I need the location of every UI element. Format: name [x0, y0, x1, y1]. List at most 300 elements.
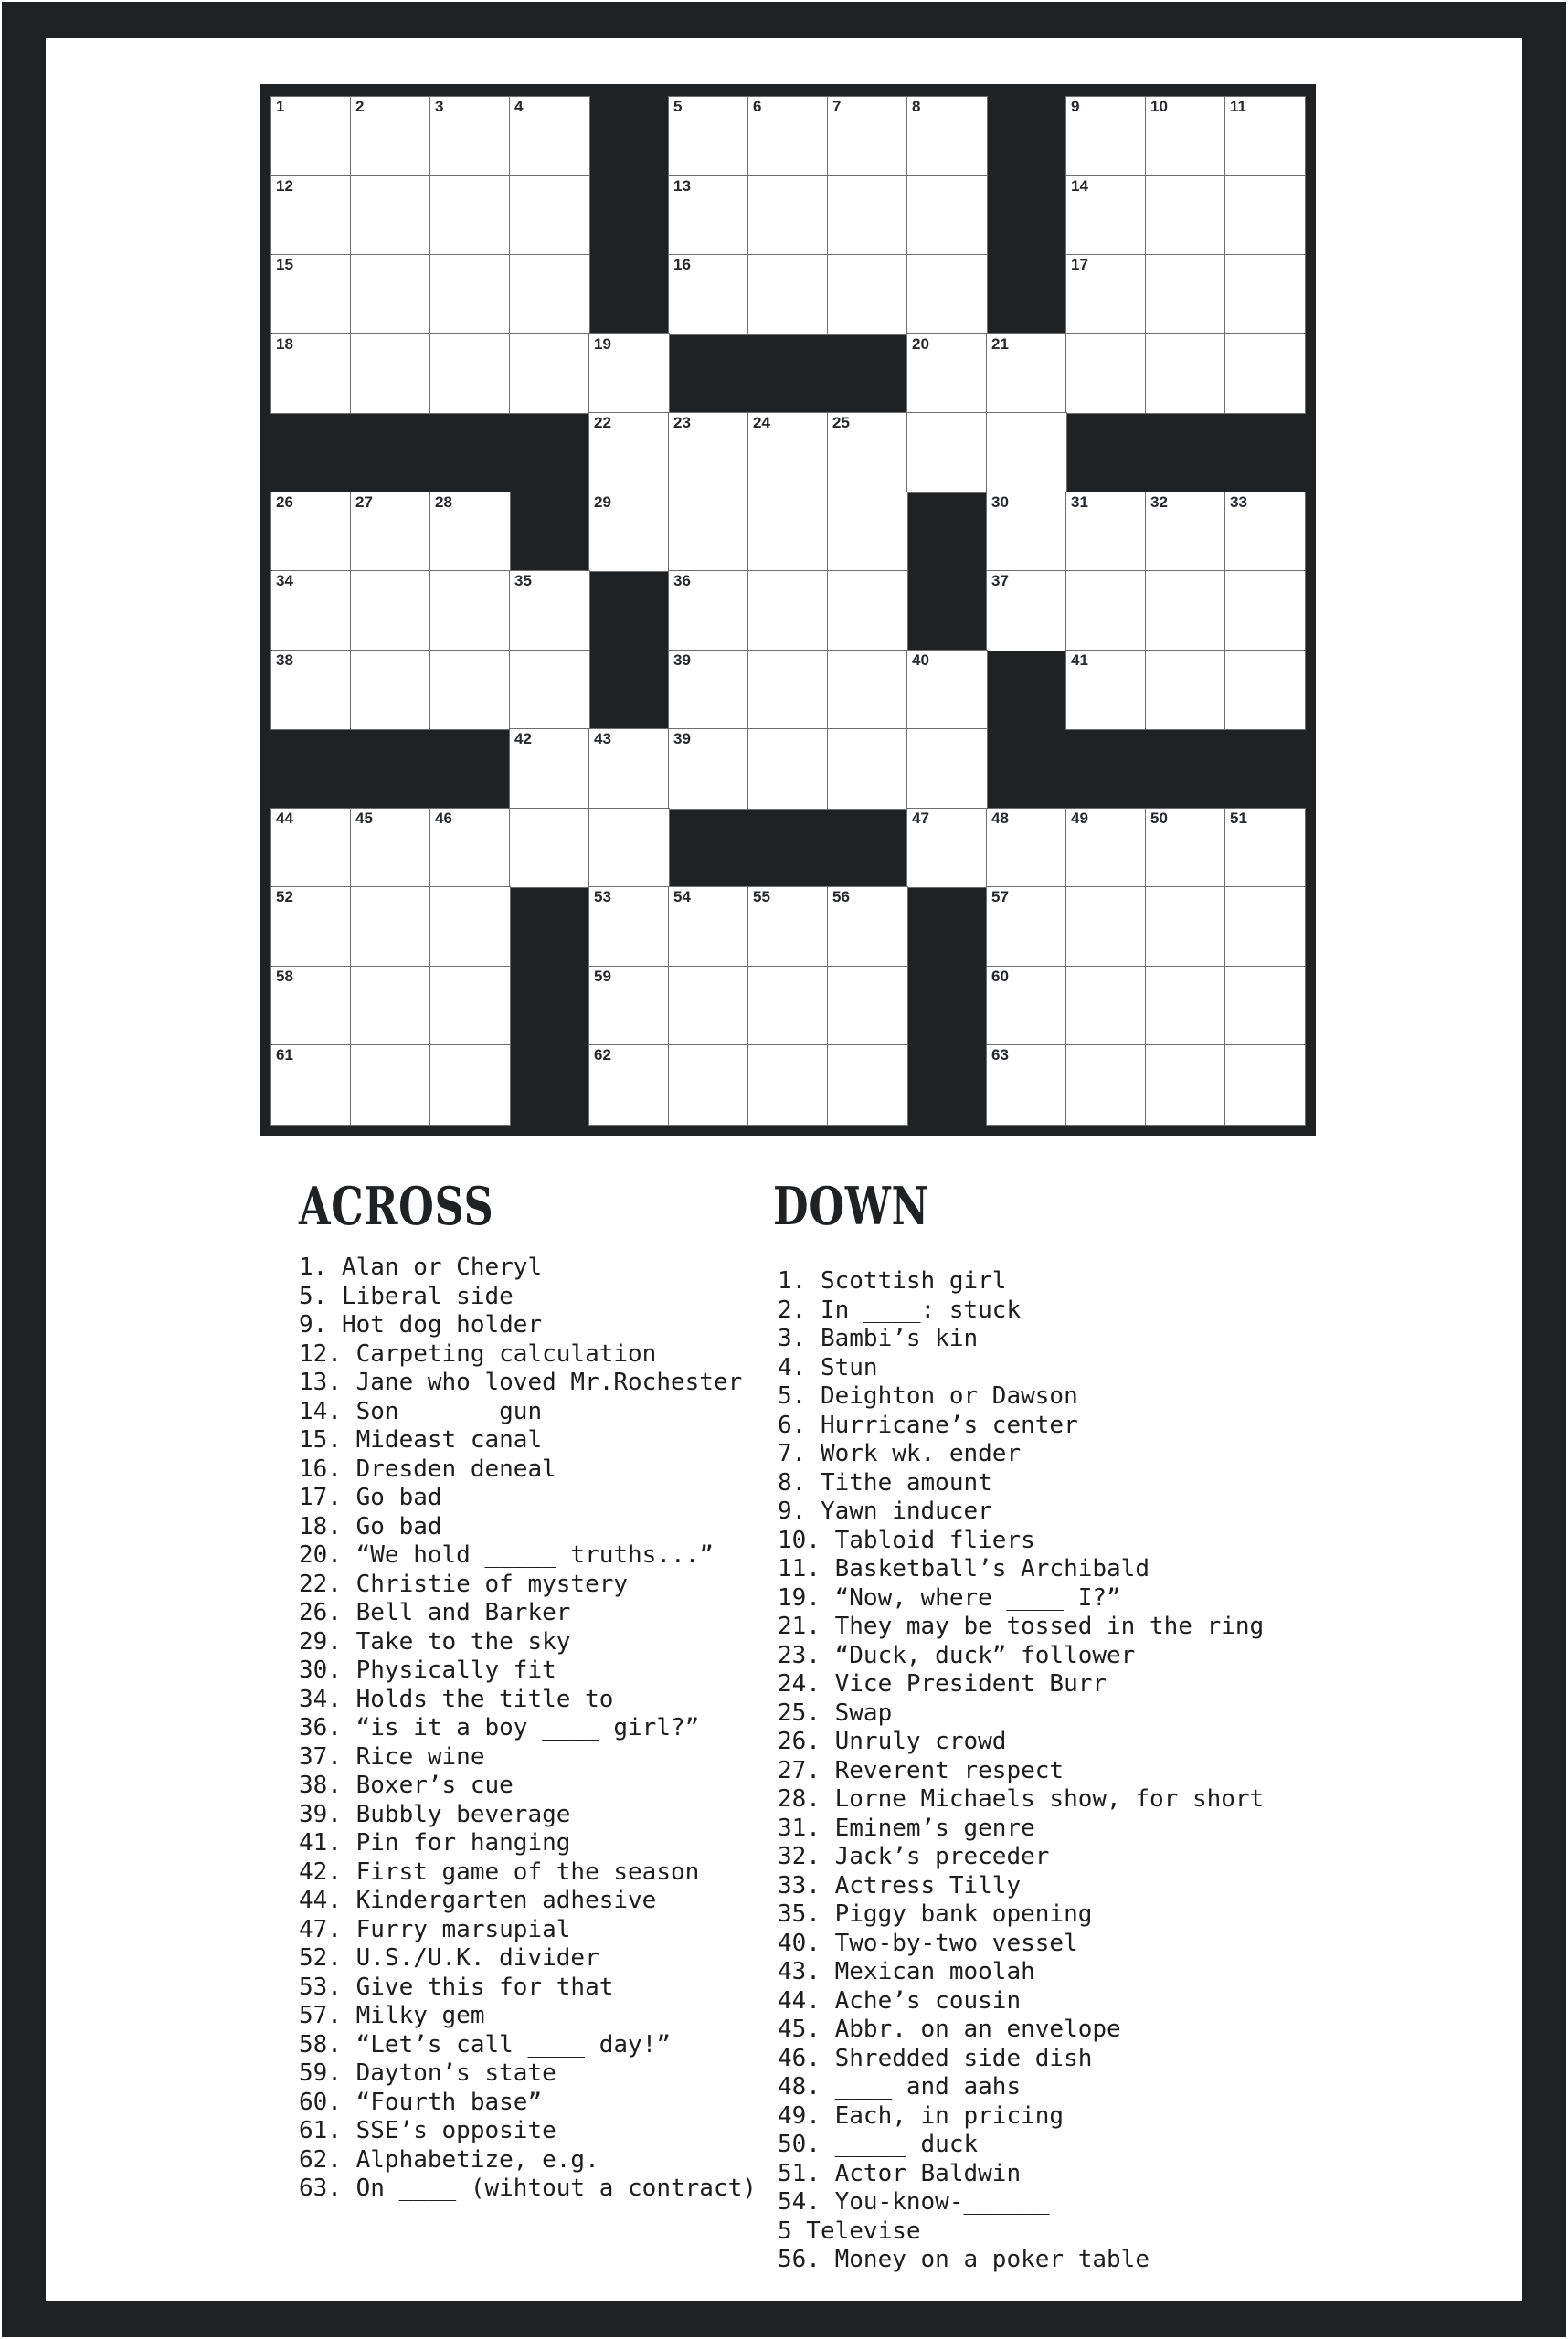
down-clue: 3. Bambi’s kin — [778, 1325, 979, 1352]
down-clue: 5. Deighton or Dawson — [778, 1382, 1078, 1410]
grid-cell[interactable] — [351, 571, 430, 651]
grid-cell[interactable] — [1225, 97, 1305, 176]
grid-cell[interactable] — [271, 809, 351, 888]
cell-number: 3 — [435, 98, 444, 115]
grid-cell[interactable] — [828, 571, 907, 651]
grid-cell[interactable] — [1146, 809, 1225, 888]
down-clue: 40. Two-by-two vessel — [778, 1929, 1078, 1957]
grid-cell[interactable] — [828, 97, 907, 176]
cell-number: 30 — [991, 492, 1009, 511]
black-cell — [828, 809, 907, 888]
black-cell — [589, 571, 669, 651]
across-clue: 30. Physically fit — [299, 1656, 556, 1684]
grid-cell[interactable] — [828, 492, 907, 572]
down-clue: 28. Lorne Michaels show, for short — [778, 1785, 1265, 1813]
grid-cell[interactable] — [987, 492, 1066, 572]
cell-number: 25 — [832, 414, 850, 431]
black-cell — [351, 729, 430, 809]
down-clue: 19. “Now, where ____ I?” — [778, 1583, 1121, 1612]
grid-cell[interactable] — [907, 413, 987, 492]
across-clue: 53. Give this for that — [299, 1973, 614, 2001]
across-clue: 14. Son _____ gun — [299, 1397, 543, 1425]
across-clue: 18. Go bad — [299, 1512, 442, 1540]
grid-cell[interactable] — [589, 1045, 669, 1125]
grid-cell[interactable] — [748, 729, 828, 809]
cell-number: 38 — [276, 651, 293, 669]
grid-cell[interactable] — [430, 97, 510, 176]
across-clue: 38. Boxer’s cue — [299, 1772, 514, 1799]
cell-number: 24 — [753, 414, 770, 431]
black-cell — [907, 571, 987, 651]
down-clue: 25. Swap — [778, 1699, 893, 1727]
down-clue: 51. Actor Baldwin — [778, 2159, 1022, 2187]
grid-cell[interactable] — [271, 1045, 351, 1125]
grid-cell[interactable] — [351, 1045, 430, 1125]
cell-number: 39 — [673, 651, 691, 669]
grid-cell[interactable] — [589, 887, 669, 967]
cell-number: 5 — [673, 98, 683, 115]
grid-cell[interactable] — [987, 809, 1066, 888]
black-cell — [987, 729, 1066, 809]
grid-cell[interactable] — [271, 967, 351, 1046]
black-cell — [510, 492, 589, 572]
grid-cell[interactable] — [669, 97, 748, 176]
cell-number: 21 — [991, 334, 1009, 353]
grid-cell[interactable] — [828, 729, 907, 809]
grid-cell[interactable] — [987, 967, 1066, 1046]
across-clue: 63. On ____ (wihtout a contract) — [299, 2175, 757, 2202]
grid-cell[interactable] — [748, 176, 828, 256]
across-clue: 62. Alphabetize, e.g. — [299, 2145, 599, 2174]
down-clue: 31. Eminem’s genre — [778, 1814, 1035, 1842]
grid-cell[interactable] — [589, 492, 669, 572]
grid-cell[interactable] — [510, 729, 589, 809]
black-cell — [271, 729, 351, 809]
grid-cell[interactable] — [351, 492, 430, 572]
cell-number: 31 — [1071, 492, 1088, 511]
across-clue: 59. Dayton’s state — [299, 2059, 556, 2087]
cell-number: 51 — [1230, 809, 1247, 827]
grid-cell[interactable] — [351, 651, 430, 730]
across-clue: 34. Holds the title to — [299, 1685, 614, 1713]
black-cell — [748, 334, 828, 414]
cell-number: 17 — [1071, 256, 1088, 273]
grid-cell[interactable] — [1066, 492, 1146, 572]
across-clue: 52. U.S./U.K. divider — [299, 1944, 599, 1972]
cell-number: 33 — [1230, 492, 1247, 511]
cell-number: 49 — [1071, 809, 1088, 827]
cell-number: 16 — [673, 256, 691, 273]
grid-cell[interactable] — [510, 571, 589, 651]
black-cell — [669, 334, 748, 414]
across-clue: 26. Bell and Barker — [299, 1599, 571, 1626]
grid-cell[interactable] — [351, 334, 430, 414]
across-clue: 16. Dresden deneal — [299, 1455, 556, 1483]
black-cell — [589, 255, 669, 334]
grid-cell[interactable] — [987, 1045, 1066, 1125]
grid-cell[interactable] — [1146, 571, 1225, 651]
grid-cell[interactable] — [589, 334, 669, 414]
down-clue: 45. Abbr. on an envelope — [778, 2016, 1121, 2043]
cell-number: 9 — [1071, 98, 1080, 115]
grid-cell[interactable] — [669, 176, 748, 256]
cell-number: 13 — [673, 176, 691, 195]
grid-cell[interactable] — [748, 97, 828, 176]
black-cell — [669, 809, 748, 888]
cell-number: 47 — [912, 809, 929, 827]
cell-number: 46 — [435, 809, 452, 827]
grid-cell[interactable] — [669, 492, 748, 572]
grid-cell[interactable] — [907, 729, 987, 809]
cell-number: 28 — [435, 492, 452, 511]
grid-cell[interactable] — [1225, 967, 1305, 1046]
black-cell — [1225, 413, 1305, 492]
grid-cell[interactable] — [1225, 571, 1305, 651]
grid-cell[interactable] — [987, 413, 1066, 492]
cell-number: 41 — [1071, 651, 1088, 669]
across-clue: 29. Take to the sky — [299, 1627, 571, 1656]
across-clue: 17. Go bad — [299, 1484, 442, 1511]
across-clue: 41. Pin for hanging — [299, 1829, 571, 1857]
cell-number: 61 — [276, 1046, 293, 1064]
grid-cell[interactable] — [510, 176, 589, 256]
across-clue: 13. Jane who loved Mr.Rochester — [299, 1369, 743, 1396]
grid-cell[interactable] — [271, 571, 351, 651]
down-heading: DOWN — [773, 1176, 929, 1237]
cell-number: 10 — [1150, 98, 1168, 115]
grid-cell[interactable] — [1225, 492, 1305, 572]
grid-cell[interactable] — [589, 729, 669, 809]
cell-number: 59 — [594, 967, 611, 985]
grid-cell[interactable] — [351, 887, 430, 967]
grid-cell[interactable] — [1146, 492, 1225, 572]
grid-cell[interactable] — [748, 413, 828, 492]
grid-cell[interactable] — [351, 255, 430, 334]
grid-cell[interactable] — [1225, 334, 1305, 414]
cell-number: 4 — [514, 98, 524, 115]
grid-cell[interactable] — [351, 809, 430, 888]
down-clue: 21. They may be tossed in the ring — [778, 1613, 1265, 1640]
black-cell — [987, 651, 1066, 730]
across-heading: ACROSS — [299, 1176, 494, 1237]
crossword-grid-inner — [271, 97, 1305, 1125]
grid-cell[interactable] — [1146, 176, 1225, 256]
grid-cell[interactable] — [1225, 887, 1305, 967]
grid-cell[interactable] — [430, 651, 510, 730]
black-cell — [510, 1045, 589, 1125]
grid-cell[interactable] — [351, 97, 430, 176]
grid-cell[interactable] — [907, 809, 987, 888]
cell-number: 43 — [594, 730, 611, 747]
down-clue: 32. Jack’s preceder — [778, 1843, 1050, 1870]
black-cell — [1146, 729, 1225, 809]
black-cell — [510, 887, 589, 967]
cell-number: 6 — [753, 98, 762, 115]
grid-cell[interactable] — [748, 492, 828, 572]
down-clue: 50. _____ duck — [778, 2131, 979, 2158]
grid-cell[interactable] — [828, 887, 907, 967]
grid-cell[interactable] — [1225, 176, 1305, 256]
grid-cell[interactable] — [1066, 176, 1146, 256]
cell-number: 26 — [276, 492, 293, 511]
across-clue: 37. Rice wine — [299, 1742, 485, 1771]
across-clue: 57. Milky gem — [299, 2002, 485, 2029]
grid-cell[interactable] — [589, 967, 669, 1046]
grid-cell[interactable] — [271, 334, 351, 414]
cell-number: 22 — [594, 414, 611, 431]
cell-number: 60 — [991, 967, 1009, 985]
black-cell — [907, 887, 987, 967]
cell-number: 39 — [673, 730, 691, 747]
grid-cell[interactable] — [1146, 334, 1225, 414]
grid-cell[interactable] — [430, 1045, 510, 1125]
across-clue: 39. Bubbly beverage — [299, 1800, 571, 1828]
grid-cell[interactable] — [907, 334, 987, 414]
down-clue: 33. Actress Tilly — [778, 1871, 1022, 1900]
grid-cell[interactable] — [430, 176, 510, 256]
down-clue: 10. Tabloid fliers — [778, 1526, 1035, 1554]
grid-cell[interactable] — [510, 809, 589, 888]
grid-cell[interactable] — [1066, 571, 1146, 651]
black-cell — [589, 176, 669, 256]
grid-cell[interactable] — [430, 255, 510, 334]
black-cell — [907, 1045, 987, 1125]
across-clue: 42. First game of the season — [299, 1857, 700, 1886]
grid-cell[interactable] — [510, 334, 589, 414]
grid-cell[interactable] — [828, 413, 907, 492]
grid-cell[interactable] — [589, 809, 669, 888]
grid-cell[interactable] — [510, 97, 589, 176]
cell-number: 54 — [673, 888, 691, 905]
grid-cell[interactable] — [987, 571, 1066, 651]
black-cell — [907, 967, 987, 1046]
black-cell — [987, 176, 1066, 256]
grid-cell[interactable] — [271, 492, 351, 572]
grid-cell[interactable] — [669, 571, 748, 651]
grid-cell[interactable] — [1066, 967, 1146, 1046]
grid-cell[interactable] — [669, 413, 748, 492]
grid-cell[interactable] — [1066, 1045, 1146, 1125]
across-clue: 22. Christie of mystery — [299, 1570, 629, 1598]
grid-cell[interactable] — [748, 1045, 828, 1125]
black-cell — [987, 255, 1066, 334]
cell-number: 8 — [912, 98, 921, 115]
grid-cell[interactable] — [430, 809, 510, 888]
grid-cell[interactable] — [1066, 255, 1146, 334]
across-clue: 1. Alan or Cheryl — [299, 1254, 543, 1281]
down-clue: 2. In ____: stuck — [778, 1296, 1022, 1324]
grid-cell[interactable] — [1146, 97, 1225, 176]
grid-cell[interactable] — [271, 97, 351, 176]
cell-number: 19 — [594, 334, 611, 353]
cell-number: 20 — [912, 334, 929, 353]
grid-cell[interactable] — [748, 651, 828, 730]
grid-cell[interactable] — [748, 255, 828, 334]
grid-cell[interactable] — [1066, 809, 1146, 888]
down-clue: 11. Basketball’s Archibald — [778, 1555, 1150, 1582]
grid-cell[interactable] — [430, 334, 510, 414]
black-cell — [271, 413, 351, 492]
grid-cell[interactable] — [510, 255, 589, 334]
grid-cell[interactable] — [669, 967, 748, 1046]
down-clue: 1. Scottish girl — [778, 1267, 1007, 1295]
grid-cell[interactable] — [430, 967, 510, 1046]
cell-number: 27 — [355, 492, 373, 511]
grid-cell[interactable] — [987, 334, 1066, 414]
cell-number: 7 — [832, 98, 842, 115]
grid-cell[interactable] — [351, 967, 430, 1046]
grid-cell[interactable] — [907, 97, 987, 176]
grid-cell[interactable] — [828, 967, 907, 1046]
cell-number: 55 — [753, 888, 770, 905]
black-cell — [828, 334, 907, 414]
grid-cell[interactable] — [669, 887, 748, 967]
grid-cell[interactable] — [669, 1045, 748, 1125]
down-clue: 23. “Duck, duck” follower — [778, 1641, 1136, 1669]
cell-number: 36 — [673, 572, 691, 589]
cell-number: 23 — [673, 414, 691, 431]
black-cell — [907, 492, 987, 572]
grid-cell[interactable] — [1225, 809, 1305, 888]
cell-number: 15 — [276, 256, 293, 273]
down-clue: 5 Televise — [778, 2217, 921, 2245]
grid-cell[interactable] — [828, 651, 907, 730]
grid-cell[interactable] — [1225, 1045, 1305, 1125]
across-clue: 9. Hot dog holder — [299, 1311, 543, 1339]
cell-number: 2 — [355, 98, 365, 115]
grid-cell[interactable] — [669, 651, 748, 730]
grid-cell[interactable] — [828, 176, 907, 256]
cell-number: 37 — [991, 572, 1009, 589]
across-clue: 61. SSE’s opposite — [299, 2117, 556, 2144]
grid-cell[interactable] — [748, 887, 828, 967]
across-clue: 20. “We hold _____ truths...” — [299, 1541, 714, 1569]
down-clue: 6. Hurricane’s center — [778, 1411, 1078, 1439]
across-clue: 60. “Fourth base” — [299, 2088, 543, 2116]
grid-cell[interactable] — [510, 651, 589, 730]
grid-cell[interactable] — [1066, 887, 1146, 967]
cell-number: 18 — [276, 334, 293, 353]
down-clue: 49. Each, in pricing — [778, 2101, 1065, 2130]
grid-cell[interactable] — [430, 492, 510, 572]
cell-number: 62 — [594, 1046, 611, 1064]
grid-cell[interactable] — [748, 571, 828, 651]
down-clue: 8. Tithe amount — [778, 1468, 992, 1497]
grid-cell[interactable] — [271, 176, 351, 256]
grid-cell[interactable] — [1066, 651, 1146, 730]
grid-cell[interactable] — [1146, 967, 1225, 1046]
down-clue: 43. Mexican moolah — [778, 1958, 1035, 1985]
grid-cell[interactable] — [669, 729, 748, 809]
grid-cell[interactable] — [271, 651, 351, 730]
down-clue: 48. ____ and aahs — [778, 2073, 1022, 2101]
across-clue: 44. Kindergarten adhesive — [299, 1887, 657, 1914]
grid-cell[interactable] — [430, 887, 510, 967]
down-clue: 4. Stun — [778, 1353, 878, 1381]
crossword-grid — [260, 84, 1316, 1136]
across-clue: 47. Furry marsupial — [299, 1915, 571, 1943]
down-clue: 7. Work wk. ender — [778, 1440, 1022, 1467]
cell-number: 45 — [355, 809, 373, 827]
down-clue: 26. Unruly crowd — [778, 1728, 1007, 1755]
grid-cell[interactable] — [1066, 334, 1146, 414]
grid-cell[interactable] — [1146, 887, 1225, 967]
grid-cell[interactable] — [907, 255, 987, 334]
cell-number: 56 — [832, 888, 850, 905]
black-cell — [1066, 413, 1146, 492]
black-cell — [1146, 413, 1225, 492]
grid-cell[interactable] — [351, 176, 430, 256]
cell-number: 1 — [276, 98, 285, 115]
grid-cell[interactable] — [1225, 255, 1305, 334]
black-cell — [510, 413, 589, 492]
grid-cell[interactable] — [748, 967, 828, 1046]
down-clue: 44. Ache’s cousin — [778, 1986, 1022, 2015]
grid-cell[interactable] — [271, 255, 351, 334]
grid-cell[interactable] — [430, 571, 510, 651]
cell-number: 58 — [276, 967, 293, 985]
grid-cell[interactable] — [271, 887, 351, 967]
down-clue: 54. You-know-______ — [778, 2188, 1050, 2216]
grid-cell[interactable] — [1066, 97, 1146, 176]
grid-cell[interactable] — [1225, 651, 1305, 730]
black-cell — [589, 651, 669, 730]
cell-number: 35 — [514, 572, 532, 589]
across-clue: 15. Mideast canal — [299, 1426, 543, 1454]
grid-cell[interactable] — [987, 887, 1066, 967]
cell-number: 42 — [514, 730, 532, 747]
across-clues — [299, 1254, 757, 2204]
down-clue: 35. Piggy bank opening — [778, 1900, 1093, 1928]
black-cell — [510, 967, 589, 1046]
down-clue: 46. Shredded side dish — [778, 2044, 1093, 2072]
black-cell — [589, 97, 669, 176]
cell-number: 50 — [1150, 809, 1168, 827]
grid-cell[interactable] — [589, 413, 669, 492]
cell-number: 29 — [594, 492, 611, 511]
black-cell — [1066, 729, 1146, 809]
black-cell — [987, 97, 1066, 176]
cell-number: 44 — [276, 809, 293, 827]
cell-number: 11 — [1230, 98, 1246, 115]
down-clue: 56. Money on a poker table — [778, 2246, 1150, 2273]
grid-cell[interactable] — [828, 1045, 907, 1125]
grid-cell[interactable] — [907, 176, 987, 256]
cell-number: 48 — [991, 809, 1009, 827]
grid-cell[interactable] — [1146, 651, 1225, 730]
cell-number: 40 — [912, 651, 929, 669]
grid-cell[interactable] — [669, 255, 748, 334]
across-clue: 36. “is it a boy ____ girl?” — [299, 1714, 700, 1741]
grid-cell[interactable] — [1146, 255, 1225, 334]
black-cell — [748, 809, 828, 888]
across-clue: 5. Liberal side — [299, 1282, 514, 1310]
grid-cell[interactable] — [907, 651, 987, 730]
cell-number: 12 — [276, 176, 293, 195]
cell-number: 14 — [1071, 176, 1088, 195]
black-cell — [430, 413, 510, 492]
grid-cell[interactable] — [828, 255, 907, 334]
black-cell — [1225, 729, 1305, 809]
cell-number: 34 — [276, 572, 293, 589]
black-cell — [430, 729, 510, 809]
down-clue: 9. Yawn inducer — [778, 1498, 992, 1525]
down-clue: 27. Reverent respect — [778, 1756, 1065, 1784]
across-clue: 58. “Let’s call ____ day!” — [299, 2030, 671, 2059]
cell-number: 32 — [1150, 492, 1168, 511]
grid-cell[interactable] — [1146, 1045, 1225, 1125]
cell-number: 57 — [991, 888, 1009, 905]
